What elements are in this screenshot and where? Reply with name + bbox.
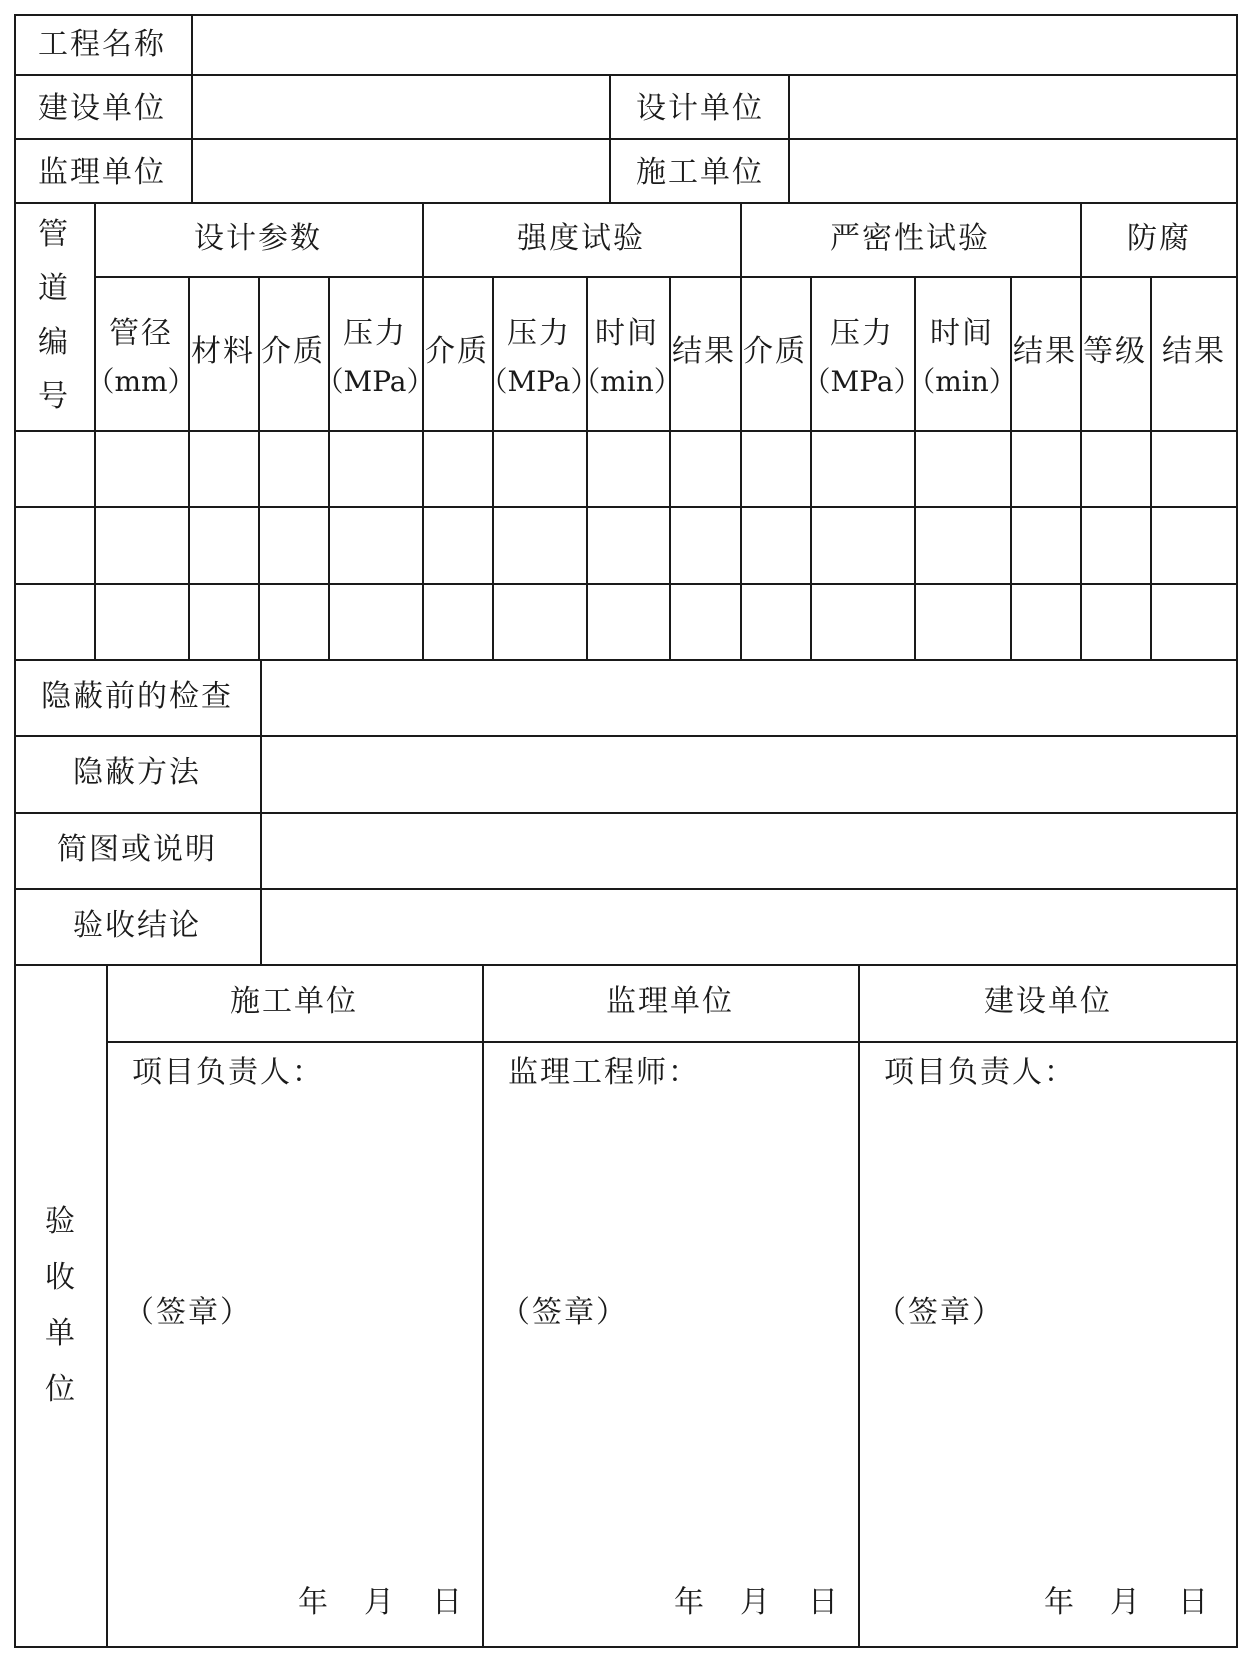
supervision-date-month: 月 — [740, 1585, 772, 1620]
conclusion-label: 验收结论 — [73, 908, 201, 943]
diameter-header — [86, 308, 195, 400]
design-params-header: 设计参数 — [194, 221, 322, 256]
anticorrosion-result-header: 结果 — [1162, 334, 1226, 369]
tightness-pressure-header — [803, 308, 922, 400]
supervision-date-day: 日 — [808, 1585, 840, 1620]
col-divider — [191, 14, 193, 202]
col-divider — [258, 276, 260, 659]
tightness-test-header: 严密性试验 — [830, 221, 990, 256]
design-pressure-label: 压力 — [342, 316, 407, 351]
col-divider — [1080, 202, 1082, 659]
supervision-signer-label: 监理工程师： — [508, 1055, 700, 1090]
acceptance-supervision-header: 监理单位 — [606, 984, 734, 1019]
project-name-label: 工程名称 — [38, 27, 166, 62]
material-header: 材料 — [191, 334, 255, 369]
pipe-number-header: 管道编号 — [38, 217, 70, 414]
construction-seal-label: （签章） — [876, 1295, 1004, 1330]
contractor-date-day: 日 — [432, 1585, 464, 1620]
row-divider — [14, 202, 1238, 204]
construction-date-year: 年 — [1044, 1585, 1076, 1620]
row-divider — [14, 735, 1238, 737]
tightness-pressure-label: 压力 — [829, 316, 894, 351]
construction-date-day: 日 — [1178, 1585, 1210, 1620]
supervision-date-year: 年 — [674, 1585, 706, 1620]
construction-date-month: 月 — [1110, 1585, 1142, 1620]
contractor-seal-label: （签章） — [124, 1295, 252, 1330]
col-divider — [858, 964, 860, 1648]
row-divider — [14, 138, 1238, 140]
anticorrosion-header: 防腐 — [1127, 221, 1191, 256]
row-divider — [14, 964, 1238, 966]
tightness-time-header — [907, 308, 1017, 400]
tightness-time-label: 时间 — [929, 316, 994, 351]
col-divider — [1150, 276, 1152, 659]
design-medium-header: 介质 — [261, 334, 325, 369]
strength-time-unit: （min） — [572, 365, 682, 398]
row-divider — [14, 430, 1238, 432]
row-divider — [94, 276, 1238, 278]
method-label: 隐蔽方法 — [73, 755, 201, 790]
col-divider — [94, 202, 96, 659]
contractor-unit-label: 施工单位 — [636, 155, 764, 190]
form-border — [14, 14, 1238, 1648]
col-divider — [260, 659, 262, 964]
tightness-time-unit: （min） — [907, 365, 1017, 398]
strength-test-header: 强度试验 — [517, 221, 645, 256]
pre-inspection-label: 隐蔽前的检查 — [41, 679, 233, 714]
col-divider — [788, 74, 790, 202]
design-unit-label: 设计单位 — [636, 91, 764, 126]
col-divider — [609, 74, 611, 202]
construction-unit-label: 建设单位 — [38, 91, 166, 126]
tightness-pressure-unit: （MPa） — [802, 365, 922, 398]
col-divider — [106, 964, 108, 1648]
diameter-unit: （mm） — [86, 365, 196, 398]
strength-pressure-label: 压力 — [506, 316, 571, 351]
strength-time-header — [572, 308, 682, 400]
anticorrosion-grade-header: 等级 — [1083, 334, 1147, 369]
acceptance-form — [14, 14, 1238, 1648]
tightness-medium-header: 介质 — [743, 334, 807, 369]
design-pressure-header — [316, 308, 435, 400]
tightness-result-header: 结果 — [1013, 334, 1077, 369]
col-divider — [740, 202, 742, 659]
supervision-unit-label: 监理单位 — [38, 155, 166, 190]
acceptance-construction-header: 建设单位 — [984, 984, 1112, 1019]
strength-result-header: 结果 — [672, 334, 736, 369]
row-divider — [14, 659, 1238, 661]
row-divider — [14, 506, 1238, 508]
row-divider — [106, 1041, 1238, 1043]
construction-signer-label: 项目负责人： — [884, 1055, 1076, 1090]
design-pressure-unit: （MPa） — [315, 365, 435, 398]
row-divider — [14, 888, 1238, 890]
row-divider — [14, 812, 1238, 814]
row-divider — [14, 583, 1238, 585]
strength-medium-header: 介质 — [425, 334, 489, 369]
sketch-label: 简图或说明 — [57, 832, 217, 867]
row-divider — [14, 74, 1238, 76]
contractor-date-year: 年 — [298, 1585, 330, 1620]
supervision-seal-label: （签章） — [500, 1295, 628, 1330]
col-divider — [422, 202, 424, 659]
col-divider — [482, 964, 484, 1648]
strength-time-label: 时间 — [594, 316, 659, 351]
contractor-signer-label: 项目负责人： — [132, 1055, 324, 1090]
diameter-label: 管径 — [108, 316, 173, 351]
contractor-date-month: 月 — [364, 1585, 396, 1620]
strength-pressure-unit: （MPa） — [479, 365, 599, 398]
acceptance-unit-label: 验收单位 — [45, 1204, 75, 1407]
acceptance-contractor-header: 施工单位 — [230, 984, 358, 1019]
